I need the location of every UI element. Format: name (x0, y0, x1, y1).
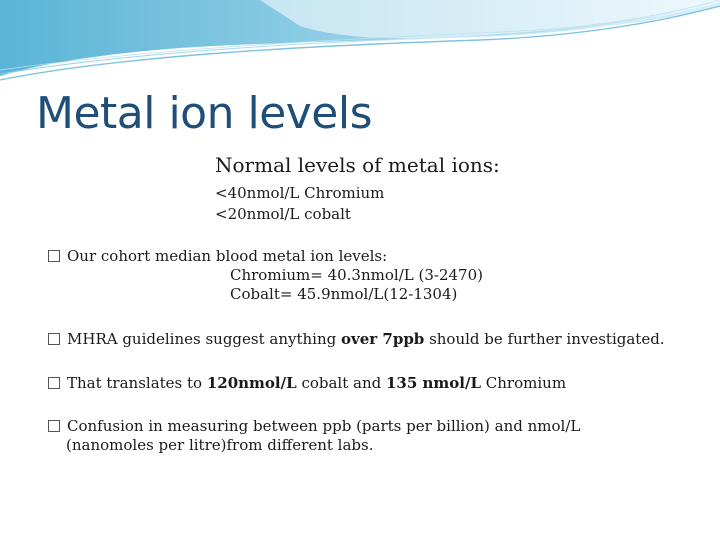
bullet-text-pre: That translates to (67, 374, 207, 392)
normal-chromium-line: <40nmol/L Chromium (215, 184, 385, 202)
bullet-text-bold-chromium: 135 nmol/L (385, 374, 482, 392)
bullet-text-pre: MHRA guidelines suggest anything (67, 330, 341, 348)
bullet-text-post: should be further investigated. (424, 330, 665, 348)
bullet-text-post: Chromium (481, 374, 567, 392)
bullet-confusion (48, 417, 580, 455)
cohort-cobalt-line: Cobalt= 45.9nmol/L(12-1304) (230, 285, 458, 303)
bullet-box-icon (48, 333, 60, 345)
normal-levels-heading: Normal levels of metal ions: (215, 153, 500, 177)
bullet-text-line1: Confusion in measuring between ppb (parts per billion) and nmol/L (67, 417, 581, 435)
bullet-text-line2: (nanomoles per litre)from different labs. (66, 436, 374, 454)
slide-title: Metal ion levels (36, 88, 373, 139)
bullet-cohort-median (48, 247, 483, 304)
bullet-translation (48, 374, 566, 393)
header-wave-decoration (0, 0, 720, 90)
bullet-box-icon (48, 377, 60, 389)
bullet-text: Our cohort median blood metal ion levels: (67, 247, 388, 265)
bullet-text-bold-cobalt: 120nmol/L (206, 374, 297, 392)
normal-cobalt-line: <20nmol/L cobalt (215, 205, 351, 223)
bullet-text-bold: over 7ppb (341, 330, 425, 348)
bullet-box-icon (48, 420, 60, 432)
bullet-text-mid: cobalt and (296, 374, 386, 392)
cohort-chromium-line: Chromium= 40.3nmol/L (3-2470) (230, 266, 483, 284)
bullet-box-icon (48, 250, 60, 262)
bullet-mhra-guidelines (48, 330, 665, 349)
normal-levels-block (215, 153, 500, 225)
